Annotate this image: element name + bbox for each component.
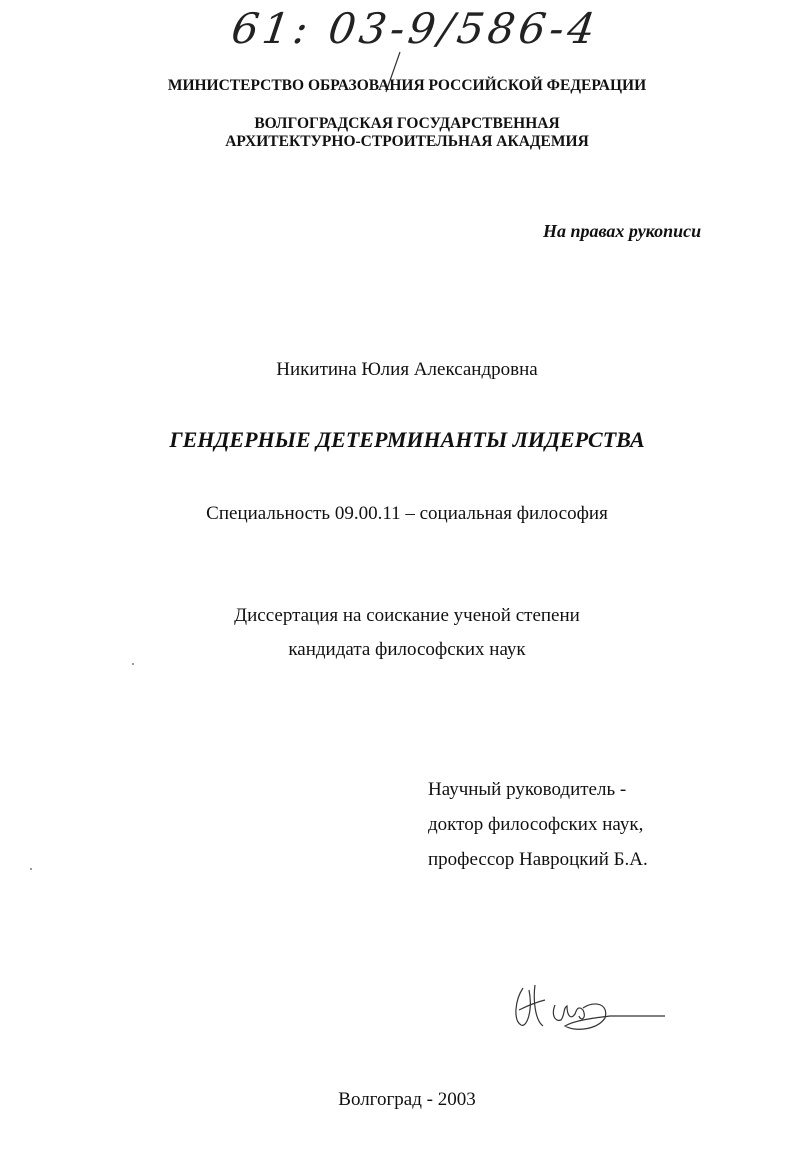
city-year: Волгоград - 2003	[338, 1089, 476, 1110]
supervisor-line2: доктор философских наук,	[428, 814, 644, 835]
scan-speck	[132, 663, 134, 665]
degree-line1: Диссертация на соискание ученой степени	[234, 605, 580, 626]
dissertation-title: ГЕНДЕРНЫЕ ДЕТЕРМИНАНТЫ ЛИДЕРСТВА	[169, 427, 645, 452]
signature	[505, 970, 675, 1040]
specialty: Специальность 09.00.11 – социальная философия	[206, 503, 608, 524]
supervisor-line1: Научный руководитель -	[428, 779, 627, 800]
rights-note: На правах рукописи	[543, 221, 702, 241]
ministry-heading: МИНИСТЕРСТВО ОБРАЗОВАНИЯ РОССИЙСКОЙ ФЕДЕРАЦИИ	[167, 77, 647, 94]
handwritten-archive-code: 61: 03-9/586-4	[228, 4, 602, 53]
academy-heading-line1: ВОЛГОГРАДСКАЯ ГОСУДАРСТВЕННАЯ	[254, 115, 560, 132]
scan-speck	[30, 868, 32, 870]
academy-heading-line2: АРХИТЕКТУРНО-СТРОИТЕЛЬНАЯ АКАДЕМИЯ	[225, 133, 589, 150]
degree-line2: кандидата философских наук	[288, 639, 526, 660]
author-name: Никитина Юлия Александровна	[276, 359, 538, 380]
supervisor-line3: профессор Навроцкий Б.А.	[428, 849, 648, 870]
